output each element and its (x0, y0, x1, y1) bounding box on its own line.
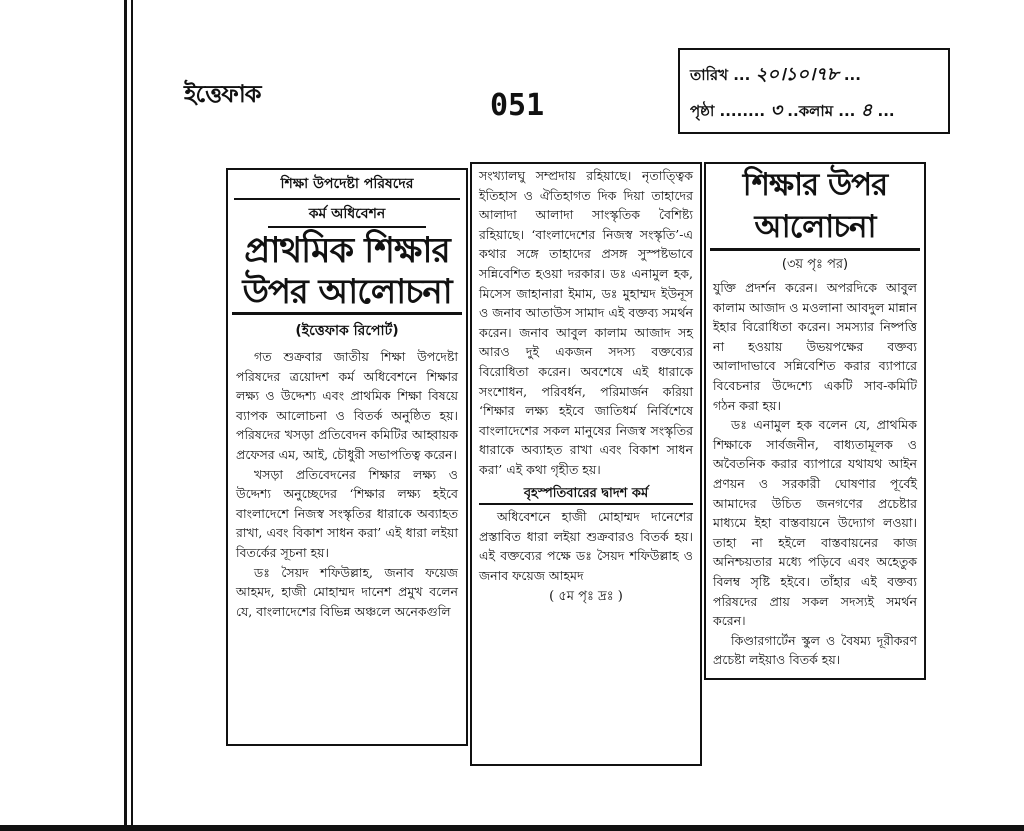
stamp-column-value: ৪ (860, 100, 873, 121)
article3-paragraph: কিণ্ডারগার্টেন স্কুল ও বৈষম্য দূরীকরণ প্রচেষ্টা লইয়াও বিতর্ক হয়। (713, 632, 917, 668)
article3-continued-from: (৩য় পৃঃ পর) (781, 257, 849, 272)
article3-paragraph: যুক্তি প্রদর্শন করেন। অপরদিকে আবুল কালাম আজাদ ও মওলানা আবদুল মান্নান ইহার বিরোধিতা করেন। সমস্যার নিষ্পত্তি না হওয়ায় উভয়পক্ষের বক্তব্য আলাদাভাবে সন্নিবেশিত করার ব্যাপারে বিবেচনার উদ্দেশ্যে একটি সাব-কমিটি গঠন করা হয়। (713, 280, 917, 413)
article2-subhead: বৃহস্পতিবারের দ্বাদশ কর্ম (479, 484, 693, 506)
article2-paragraph: অধিবেশনে হাজী মোহাম্মদ দানেশের প্রস্তাবিত ধারা লইয়া শুক্রবারও বিতর্ক হয়। এই বক্তব্যের পক্ষে ডঃ সৈয়দ শফিউল্লাহ ও জনাব ফয়েজ আহমদ (479, 509, 693, 583)
article1-paragraph: খসড়া প্রতিবেদনের শিক্ষার লক্ষ্য ও উদ্দেশ্য অনুচ্ছেদের ‘শিক্ষার লক্ষ্য হইবে বাংলাদেশে নিজস্ব সংস্কৃতির ধারাকে অব্যাহত রাখা, এবং বিকাশ সাধন করা’ এই ধারা লইয়া বিতর্কের সূচনা হয়। (236, 466, 458, 560)
stamp-page-row: পৃষ্ঠা ........ ৩ ..কলাম ... ৪ ... (690, 100, 895, 121)
archive-page-number: 051 (490, 88, 545, 123)
stamp-date-label: তারিখ (690, 66, 728, 84)
stamp-date-row: তারিখ ... ২০।১০।৭৮ ... (690, 64, 861, 85)
clipping-article-1 (226, 168, 468, 746)
scan-bottom-edge (0, 825, 1024, 831)
article1-kicker-line2: কর্ম অধিবেশন (268, 202, 426, 228)
article1-headline-line1: প্রাথমিক শিক্ষার (244, 231, 450, 271)
article1-kicker-line1: শিক্ষা উপদেষ্টা পরিষদের (234, 170, 460, 200)
stamp-page-label: পৃষ্ঠা (690, 102, 715, 120)
article3-body (706, 278, 924, 670)
article2-body (472, 164, 700, 609)
stamp-column-label: কলাম (798, 102, 834, 120)
article3-headline: শিক্ষার উপর আলোচনা (710, 164, 920, 251)
article1-paragraph: ডঃ সৈয়দ শফিউল্লাহ, জনাব ফয়েজ আহমদ, হাজী মোহাম্মদ দানেশ প্রমুখ বলেন যে, বাংলাদেশের বিভিন্ন অঞ্চলে অনেকগুলি (236, 564, 458, 619)
binding-margin-line (124, 0, 127, 831)
article3-paragraph: ডঃ এনামুল হক বলেন যে, প্রাথমিক শিক্ষাকে সার্বজনীন, বাধ্যতামূলক ও অবৈতনিক করার ব্যাপারে যথাযথ আইন প্রণয়ন ও সরকারী ঘোষণার পূর্বেই আমাদের উচিত জনগণের প্রচেষ্টার মাধ্যমে ইহা বাস্তবায়নে উদ্যোগ লওয়া। তাহা না হইলে বাস্তবায়নের কাজ অনিশ্চয়তার মধ্যে পড়িবে এবং অহেতুক বিলম্ব সৃষ্টি হইবে। তাঁহার এই বক্তব্য পরিষদের প্রায় সকল সদস্যই সমর্থন করেন। (713, 417, 917, 629)
article2-continued-note: ( ৫ম পৃঃ দ্রঃ ) (549, 589, 623, 605)
article2-paragraph: সংখ্যালঘু সম্প্রদায় রহিয়াছে। নৃতাত্ত্বিক ইতিহাস ও ঐতিহাগত দিক দিয়া তাহাদের আলাদা আলাদা সাংস্কৃতিক বৈশিষ্ট্য রহিয়াছে। ‘বাংলাদেশের নিজস্ব সংস্কৃতি’-এ কথার সঙ্গে তাহাদের প্রসঙ্গ সুস্পষ্টভাবে সন্নিবেশিত হওয়া দরকার। ডঃ এনামুল হক, মিসেস জাহানারা ইমাম, ডঃ মুহাম্মদ ইউনূস ও জনাব আতাউস সামাদ এই বক্তব্য সমর্থন করেন। জনাব আবুল কালাম আজাদ সহ আরও দুই একজন সদস্য বক্তব্যের বিরোধিতা করেন। অবশেষে এই ধারাকে সংশোধন, পরিবর্ধন, পরিমার্জন করিয়া ‘শিক্ষার লক্ষ্য হইবে জাতিধর্ম নির্বিশেষে বাংলাদেশের সকল মানুষের নিজস্ব সংস্কৃতির ধারাকে অব্যাহত রাখা এবং বিকাশ সাধন করা’ এই কথা গৃহীত হয়। (479, 168, 693, 477)
clipping-article-3 (704, 162, 926, 680)
stamp-page-value: ৩ (770, 100, 783, 121)
clipping-article-2 (470, 162, 702, 766)
article1-body (228, 347, 466, 621)
newspaper-source: ইত্তেফাক (184, 80, 261, 108)
stamp-date-value: ২০।১০।৭৮ (755, 64, 839, 85)
binding-margin-line-inner (131, 0, 133, 831)
article1-byline: (ইত্তেফাক রিপোর্ট) (295, 323, 399, 339)
article1-headline-line2: উপর আলোচনা (232, 272, 462, 315)
article1-paragraph: গত শুক্রবার জাতীয় শিক্ষা উপদেষ্টা পরিষদের ত্রয়োদশ কর্ম অধিবেশনে শিক্ষার লক্ষ্য ও উদ্দেশ্য এবং প্রাথমিক শিক্ষা বিষয়ে ব্যাপক আলোচনা ও বিতর্ক অনুষ্ঠিত হয়। পরিষদের খসড়া প্রতিবেদন কমিটির আহ্বায়ক প্রফেসর এম, আই, চৌধুরী সভাপতিত্ব করেন। (236, 349, 458, 462)
archive-stamp (678, 48, 950, 134)
